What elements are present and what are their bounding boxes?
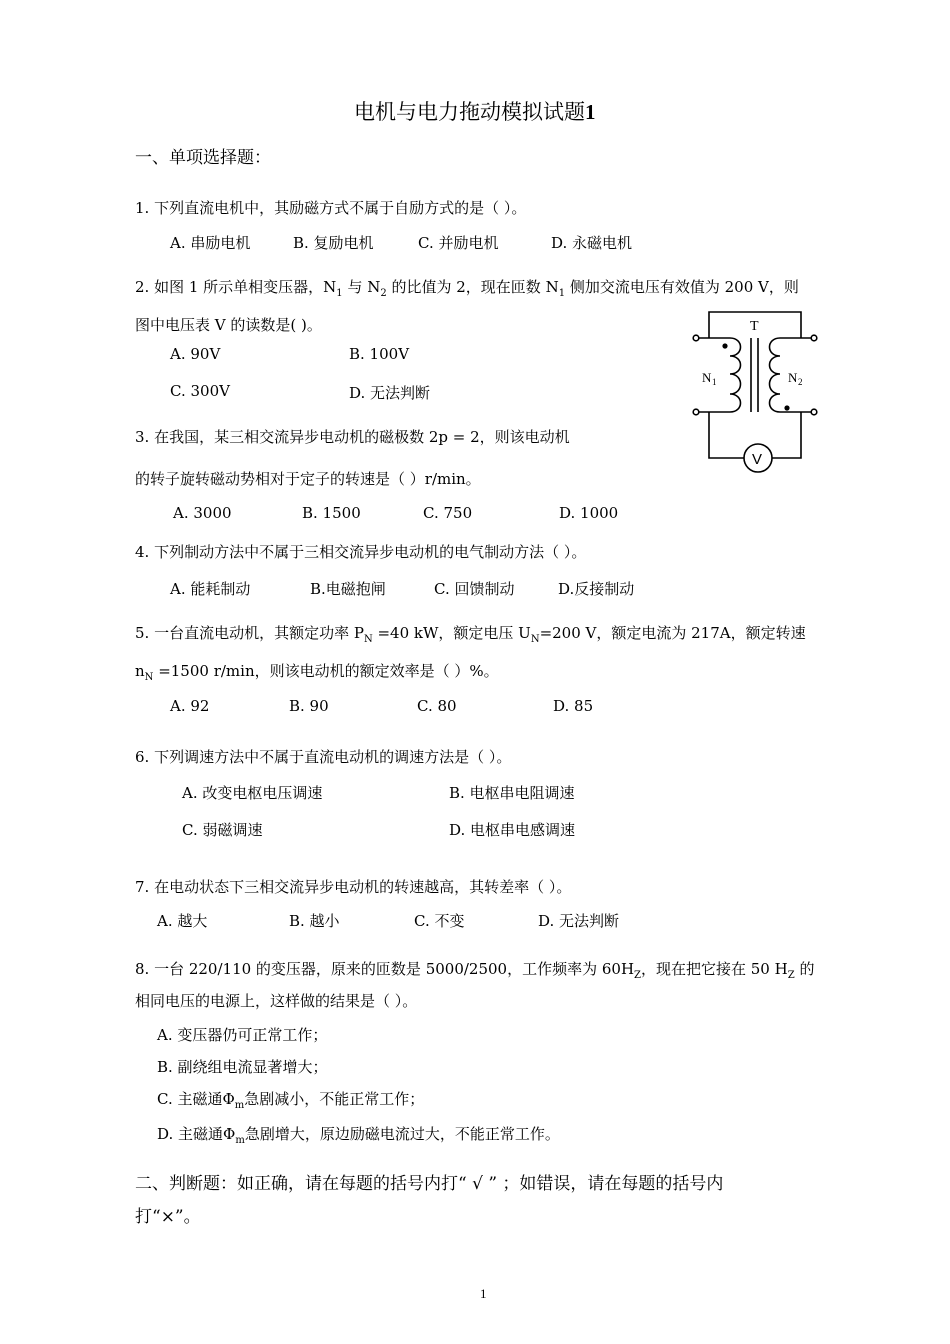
- q1-option-c: C. 并励电机: [418, 234, 499, 252]
- q8-option-a: A. 变压器仍可正常工作；: [157, 1026, 328, 1044]
- q2-option-d: D. 无法判断: [349, 384, 431, 402]
- q5-text-part: n: [135, 662, 145, 680]
- q2-option-c: C. 300V: [170, 382, 230, 400]
- q8-option-d: [157, 1123, 560, 1144]
- q5-text-part: =1500 r/min，则该电动机的额定效率是（ ）%。: [153, 662, 499, 680]
- q2-subscript: 1: [336, 288, 343, 299]
- q7-option-a: A. 越大: [157, 912, 208, 930]
- question-3-line-1: 3. 在我国，某三相交流异步电动机的磁极数 2p = 2，则该电动机: [135, 428, 570, 446]
- question-1: 1. 下列直流电机中，其励磁方式不属于自励方式的是（ ）。: [135, 199, 527, 217]
- q2-text-part: 的比值为 2，现在匝数 N: [386, 278, 559, 296]
- q8-option-d-part: D. 主磁通Φ: [157, 1125, 236, 1143]
- q8-text-part: 8. 一台 220/110 的变压器，原来的匝数是 5000/2500，工作频率为 60H: [135, 960, 635, 978]
- q2-option-a: A. 90V: [170, 345, 221, 363]
- question-3-line-2: 的转子旋转磁动势相对于定子的转速是（ ）r/min。: [135, 470, 481, 488]
- question-2-line-2: 图中电压表 V 的读数是( )。: [135, 316, 322, 334]
- question-4: 4. 下列制动方法中不属于三相交流异步电动机的电气制动方法（ ）。: [135, 543, 587, 561]
- question-7: 7. 在电动状态下三相交流异步电动机的转速越高，其转差率（ ）。: [135, 878, 572, 896]
- q4-option-d: D.反接制动: [558, 580, 635, 598]
- page-number: 1: [480, 1286, 487, 1301]
- q8-subscript: Z: [634, 970, 641, 981]
- q6-option-a: A. 改变电枢电压调速: [182, 784, 323, 802]
- section-heading-true-false-line-2: 打“×”。: [135, 1207, 201, 1227]
- question-8-line-1: [135, 958, 814, 979]
- voltmeter-label: V: [752, 451, 763, 468]
- page-title: [354, 96, 596, 126]
- q2-subscript: 2: [380, 288, 387, 299]
- q3-option-c: C. 750: [423, 504, 473, 522]
- q5-text-part: 5. 一台直流电动机，其额定功率 P: [135, 624, 364, 642]
- q8-option-c: [157, 1088, 424, 1109]
- figure-label-n1: N: [702, 370, 712, 385]
- q5-option-d: D. 85: [553, 697, 594, 715]
- q3-option-d: D. 1000: [559, 504, 619, 522]
- q1-option-a: A. 串励电机: [170, 234, 251, 252]
- q8-subscript: m: [235, 1135, 245, 1146]
- q6-option-c: C. 弱磁调速: [182, 821, 263, 839]
- q5-subscript: N: [144, 672, 154, 683]
- q5-option-a: A. 92: [170, 697, 210, 715]
- transformer-circuit-figure: [688, 308, 823, 483]
- q8-option-b: B. 副绕组电流显著增大；: [157, 1058, 328, 1076]
- page-title-text: 电机与电力拖动模拟试题: [354, 100, 585, 124]
- q3-option-a: A. 3000: [173, 504, 232, 522]
- question-2-line-1: [135, 276, 799, 297]
- question-8-line-2: 相同电压的电源上，这样做的结果是（ ）。: [135, 992, 418, 1010]
- q6-option-d: D. 电枢串电感调速: [449, 821, 576, 839]
- question-6: 6. 下列调速方法中不属于直流电动机的调速方法是（ ）。: [135, 748, 512, 766]
- question-5-line-1: [135, 622, 806, 643]
- q5-text-part: =40 kW，额定电压 U: [372, 624, 531, 642]
- q4-option-b: B.电磁抱闸: [310, 580, 386, 598]
- q2-option-b: B. 100V: [349, 345, 410, 363]
- q8-option-d-part: 急剧增大，原边励磁电流过大，不能正常工作。: [244, 1125, 560, 1143]
- figure-label-n2-sub: 2: [798, 377, 803, 387]
- q3-option-b: B. 1500: [302, 504, 361, 522]
- q2-text-part: 与 N: [342, 278, 381, 296]
- q2-text-part: 2. 如图 1 所示单相变压器，N: [135, 278, 337, 296]
- q8-text-part: 的: [794, 960, 815, 978]
- page-title-number: 1: [585, 100, 596, 124]
- q1-option-b: B. 复励电机: [293, 234, 374, 252]
- q4-option-c: C. 回馈制动: [434, 580, 515, 598]
- figure-label-t: T: [750, 319, 759, 334]
- q5-option-b: B. 90: [289, 697, 329, 715]
- figure-label-n2: N: [788, 370, 798, 385]
- q7-option-b: B. 越小: [289, 912, 340, 930]
- q2-subscript: 1: [558, 288, 566, 299]
- q8-option-c-part: 急剧减小，不能正常工作；: [244, 1090, 425, 1108]
- q5-subscript: N: [530, 634, 540, 645]
- q2-text-part: 侧加交流电压有效值为 200 V，则: [565, 278, 799, 296]
- question-5-line-2: [135, 660, 499, 681]
- section-heading-single-choice: 一、单项选择题：: [135, 148, 271, 168]
- q5-option-c: C. 80: [417, 697, 457, 715]
- q7-option-d: D. 无法判断: [538, 912, 620, 930]
- q8-subscript: m: [234, 1100, 245, 1111]
- q1-option-d: D. 永磁电机: [551, 234, 633, 252]
- q7-option-c: C. 不变: [414, 912, 465, 930]
- q8-subscript: Z: [787, 970, 795, 981]
- q5-subscript: N: [363, 634, 373, 645]
- figure-label-n1-sub: 1: [712, 377, 717, 387]
- section-heading-true-false-line-1: 二、判断题：如正确，请在每题的括号内打“ √ ” ；如错误，请在每题的括号内: [135, 1174, 724, 1194]
- q4-option-a: A. 能耗制动: [170, 580, 251, 598]
- q6-option-b: B. 电枢串电阻调速: [449, 784, 575, 802]
- q8-text-part: ，现在把它接在 50 H: [641, 960, 788, 978]
- q5-text-part: =200 V，额定电流为 217A，额定转速: [539, 624, 806, 642]
- q8-option-c-part: C. 主磁通Φ: [157, 1090, 235, 1108]
